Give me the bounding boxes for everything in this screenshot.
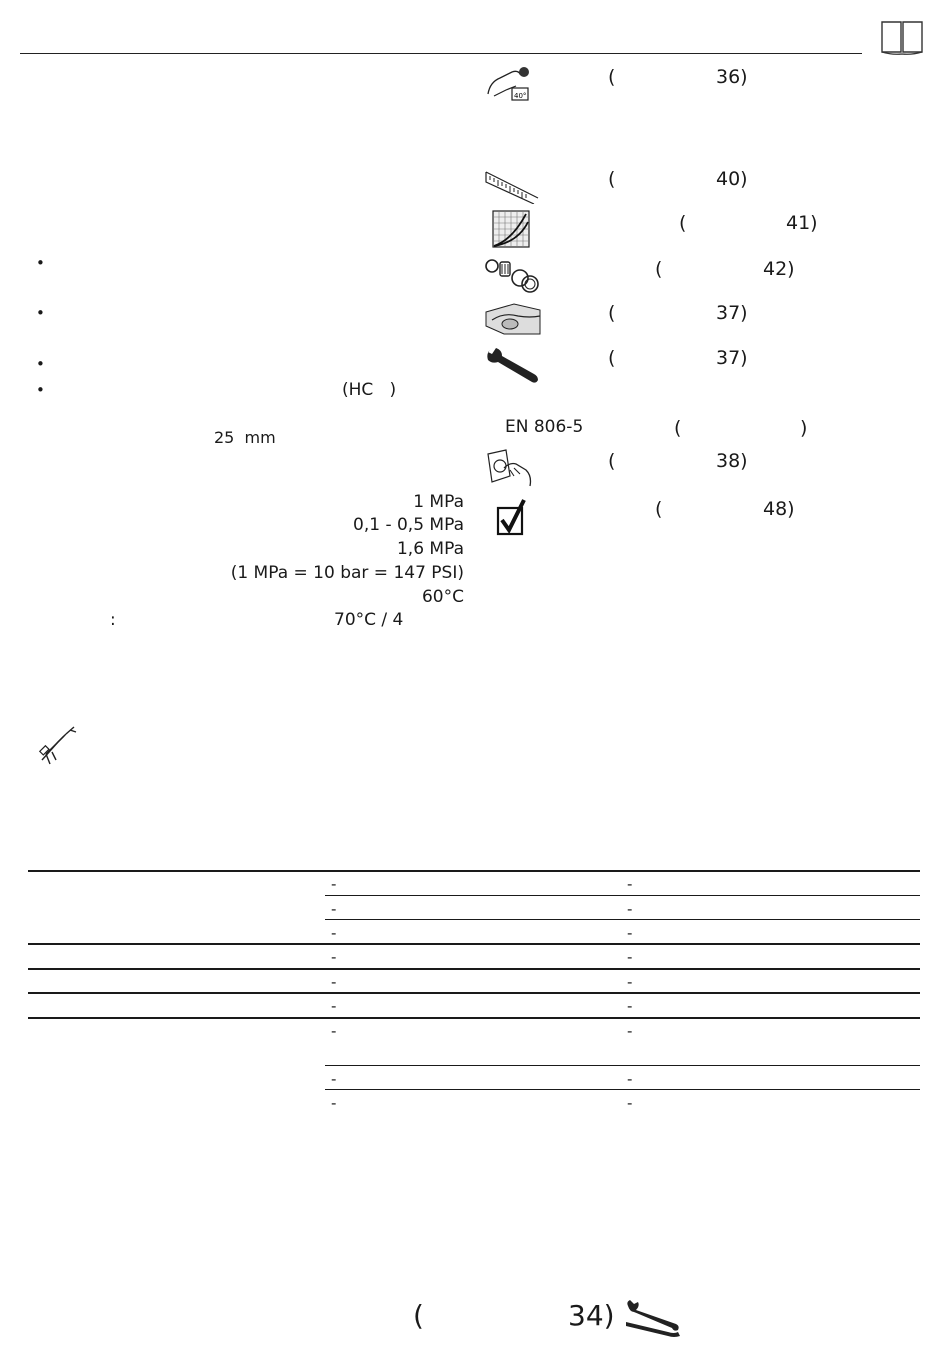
table-cell-dash: - xyxy=(627,1094,633,1112)
table-cell-dash: - xyxy=(331,948,337,966)
ref-page-3: 41) xyxy=(786,212,818,234)
ruler-icon xyxy=(484,168,540,204)
flow-chart-icon xyxy=(492,210,530,248)
table-cell-dash: - xyxy=(627,973,633,991)
table-top-rule xyxy=(28,870,920,872)
spec-max-pressure: 1 MPa xyxy=(413,492,464,512)
svg-text:40°: 40° xyxy=(514,92,527,100)
table-cell-dash: - xyxy=(331,875,337,893)
bullet-1: • xyxy=(36,254,45,272)
ref-paren-4: ( xyxy=(655,258,663,280)
ref-page-7: 38) xyxy=(716,450,748,472)
table-cell-dash: - xyxy=(627,1022,633,1040)
ref-paren-5: ( xyxy=(608,302,616,324)
table-cell-dash: - xyxy=(627,875,633,893)
table-inner-rule xyxy=(325,1089,920,1090)
table-cell-dash: - xyxy=(331,1070,337,1088)
table-inner-rule xyxy=(325,895,920,896)
hc-label: (HC ) xyxy=(342,380,397,400)
table-cell-dash: - xyxy=(331,997,337,1015)
spare-parts-icon xyxy=(484,256,540,296)
ref-paren-3: ( xyxy=(679,212,687,234)
table-inner-rule xyxy=(325,919,920,920)
thermostat-hand-icon xyxy=(486,64,534,102)
ref-page-1: 36) xyxy=(716,66,748,88)
colon-mark: : xyxy=(110,610,116,630)
ref-page-4: 42) xyxy=(763,258,795,280)
en-standard: EN 806-5 xyxy=(505,417,584,437)
footer-paren: ( xyxy=(413,1299,424,1332)
ref-page-6: 37) xyxy=(716,347,748,369)
tools-icon xyxy=(624,1298,682,1338)
bullet-4: • xyxy=(36,381,45,399)
ref-page-2: 40) xyxy=(716,168,748,190)
table-cell-dash: - xyxy=(331,900,337,918)
spec-test-pressure: 1,6 MPa xyxy=(396,539,464,559)
ref-paren-2: ( xyxy=(608,168,616,190)
table-cell-dash: - xyxy=(331,1022,337,1040)
table-row-rule xyxy=(28,968,920,970)
ref-paren-7: ( xyxy=(608,450,616,472)
table-row-rule xyxy=(28,943,920,945)
table-row-rule xyxy=(28,1017,920,1019)
table-row-rule xyxy=(28,992,920,994)
bullet-3: • xyxy=(36,355,45,373)
cleaning-hand-icon xyxy=(484,298,542,338)
valve-hand-icon xyxy=(486,448,534,488)
table-cell-dash: - xyxy=(627,900,633,918)
ref-paren-8: ( xyxy=(655,498,663,520)
caulking-gun-icon xyxy=(36,724,80,766)
table-cell-dash: - xyxy=(627,997,633,1015)
table-cell-dash: - xyxy=(331,924,337,942)
table-inner-rule xyxy=(325,1065,920,1066)
ref-page-8: 48) xyxy=(763,498,795,520)
spec-conversion: (1 MPa = 10 bar = 147 PSI) xyxy=(230,563,464,583)
open-book-icon xyxy=(880,20,924,56)
spec-operating-pressure: 0,1 - 0,5 MPa xyxy=(353,515,464,535)
table-cell-dash: - xyxy=(627,948,633,966)
bullet-2: • xyxy=(36,304,45,322)
table-cell-dash: - xyxy=(331,1094,337,1112)
table-cell-dash: - xyxy=(627,924,633,942)
wrench-icon xyxy=(484,346,540,386)
footer-page-ref: 34) xyxy=(568,1299,615,1332)
pipe-size: 25 mm xyxy=(214,428,276,447)
checkbox-icon xyxy=(496,498,528,536)
ref-paren-6: ( xyxy=(608,347,616,369)
ref-page-5: 37) xyxy=(716,302,748,324)
table-cell-dash: - xyxy=(331,973,337,991)
thermal-disinfection: 70°C / 4 xyxy=(334,610,404,630)
en-paren-close: ) xyxy=(800,417,808,439)
header-rule xyxy=(20,53,862,54)
en-paren-open: ( xyxy=(674,417,682,439)
table-cell-dash: - xyxy=(627,1070,633,1088)
ref-paren-1: ( xyxy=(608,66,616,88)
spec-hot-water-temp: 60°C xyxy=(421,587,464,607)
